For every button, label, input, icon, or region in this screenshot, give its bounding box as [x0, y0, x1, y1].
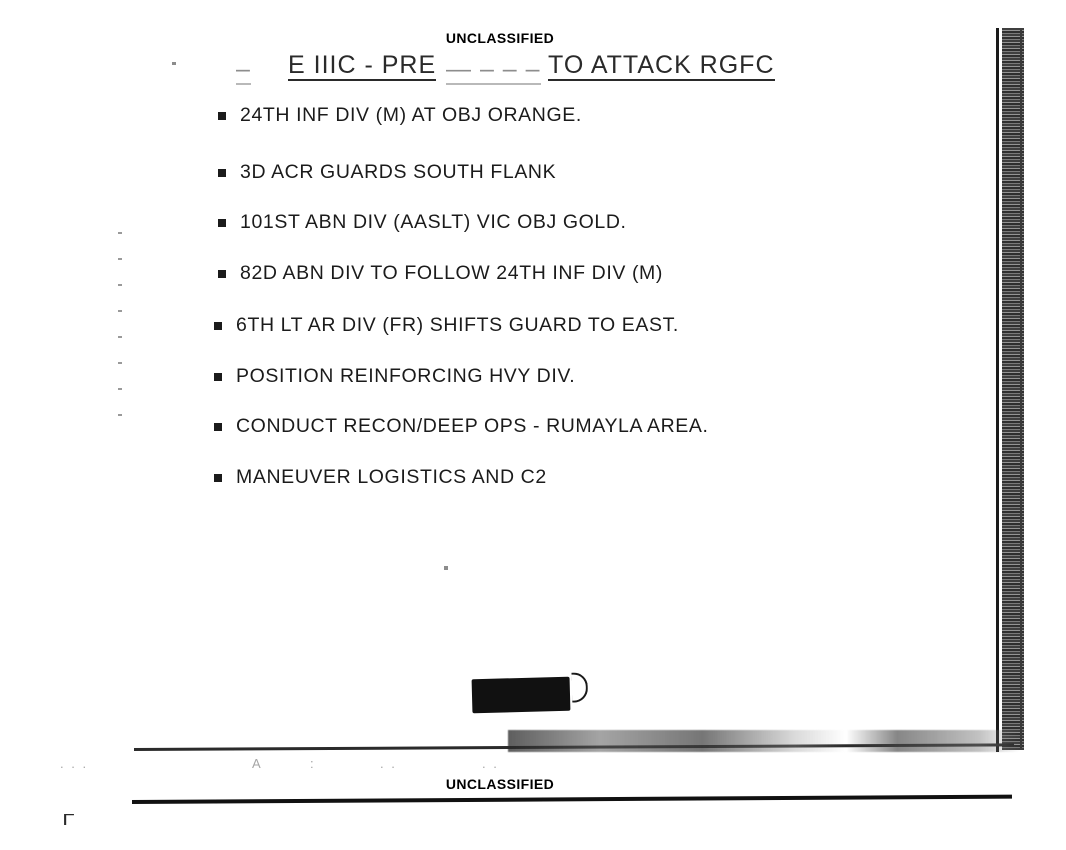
list-item-label: MANEUVER LOGISTICS AND C2: [236, 466, 547, 488]
title-segment-4: TO ATTACK RGFC: [548, 51, 775, 79]
list-item: [212, 211, 932, 234]
square-bullet-icon: [218, 270, 226, 278]
list-item: [212, 466, 932, 489]
scan-edge-ticks: [118, 232, 122, 430]
square-bullet-icon: [214, 373, 222, 381]
slide-title: [236, 52, 876, 82]
faint-mark: . .: [482, 756, 499, 771]
list-item: [212, 314, 932, 337]
scan-speck: [172, 62, 176, 65]
square-bullet-icon: [218, 112, 226, 120]
faint-mark: A: [252, 756, 263, 771]
page-border-bottom: [132, 795, 1012, 804]
classification-footer: UNCLASSIFIED: [445, 776, 555, 792]
list-item-label: 24TH INF DIV (M) AT OBJ ORANGE.: [240, 104, 582, 126]
bullet-list: [212, 104, 932, 489]
list-item-label: 3D ACR GUARDS SOUTH FLANK: [240, 161, 557, 183]
list-item-label: 6TH LT AR DIV (FR) SHIFTS GUARD TO EAST.: [236, 314, 679, 336]
classification-header: UNCLASSIFIED: [445, 30, 555, 46]
square-bullet-icon: [214, 322, 222, 330]
faint-mark: . .: [380, 756, 397, 771]
faint-mark: :: [310, 756, 316, 771]
list-item: [212, 415, 932, 438]
list-item: [212, 104, 932, 127]
scan-edge-right: [1020, 30, 1022, 748]
list-item: [212, 161, 932, 184]
title-segment-2: E IIIC - PRE: [288, 51, 437, 79]
faint-mark: . . .: [60, 756, 89, 771]
list-item-label: CONDUCT RECON/DEEP OPS - RUMAYLA AREA.: [236, 415, 709, 437]
list-item-label: 101ST ABN DIV (AASLT) VIC OBJ GOLD.: [240, 211, 627, 233]
title-segment-3: — – – –: [446, 55, 541, 83]
square-bullet-icon: [214, 423, 222, 431]
scan-speck: [444, 566, 448, 570]
list-item: [212, 365, 932, 388]
list-item-label: POSITION REINFORCING HVY DIV.: [236, 365, 576, 387]
page-border-right: [996, 28, 999, 752]
square-bullet-icon: [218, 219, 226, 227]
scan-smudge-band: [508, 730, 1020, 752]
redaction-mark: [472, 677, 571, 714]
list-item-label: 82D ABN DIV TO FOLLOW 24TH INF DIV (M): [240, 262, 663, 284]
square-bullet-icon: [214, 474, 222, 482]
title-segment-1: –: [236, 55, 251, 83]
square-bullet-icon: [218, 169, 226, 177]
list-item: [212, 262, 932, 285]
corner-registration-mark: Γ: [62, 812, 75, 829]
